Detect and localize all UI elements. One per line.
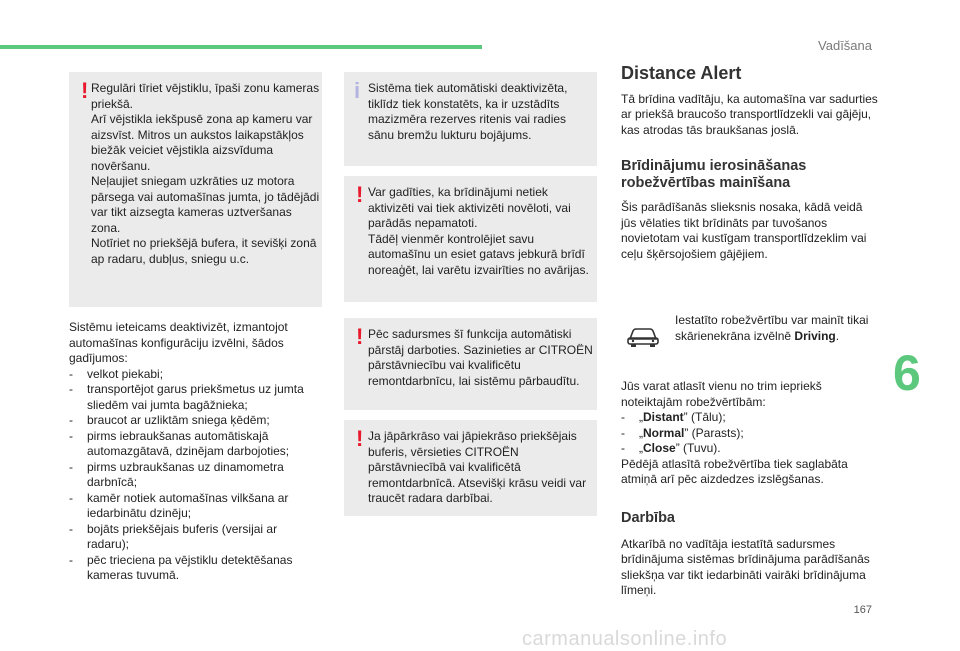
options-intro: Jūs varat atlasīt vienu no trim iepriekš noteiktajām robežvērtībām:	[621, 379, 822, 409]
threshold-paragraph: Šis parādīšanās slieksnis nosaka, kādā veidā jūs vēlaties tikt brīdināts par tuvošanos novietotam vai kustīgam transportlīdzeklim vai ceļu šķērsojošiem gājējiem.	[621, 200, 867, 261]
list-item: - pēc trieciena pa vējstiklu detektēšanas kameras tuvumā.	[69, 552, 293, 582]
box-line: Regulāri tīriet vējstiklu, īpaši zonu kameras priekšā.	[91, 81, 320, 111]
warning-box-camera	[69, 72, 322, 307]
box-line: Sistēma tiek automātiski deaktivizēta, tiklīdz tiek konstatēts, ka ir uzstādīts mazizmēra rezerves ritenis vai radies sānu bremžu lukturu bojājums.	[368, 81, 568, 142]
box-line: Arī vējstikla iekšpusē zona ap kameru var aizsvīst. Mitros un aukstos laikapstākļos biežāk veiciet vējstikla aizsvīduma novēršanu.	[91, 112, 313, 173]
list-item: - bojāts priekšējais buferis (versijai ar radaru);	[69, 521, 278, 551]
driving-menu-label: Driving	[794, 328, 836, 343]
deactivation-list-section	[69, 320, 321, 584]
list-item: - pirms iebraukšanas automātiskajā automazgātavā, dzinējam darbojoties;	[69, 428, 290, 458]
threshold-options-section	[621, 379, 881, 599]
subsection-title: Brīdinājumu ierosināšanas robežvērtības mainīšana	[621, 158, 807, 191]
list-item: - braucot ar uzliktām sniega ķēdēm;	[69, 413, 270, 427]
list-item: - velkot piekabi;	[69, 366, 164, 381]
memory-note: Pēdējā atlasītā robežvērtība tiek saglabāta atmiņā arī pēc aizdedzes izslēgšanas.	[621, 456, 848, 486]
section-intro: Tā brīdina vadītāju, ka automašīna var sadurties ar priekšā braucošo transportlīdzekli vai gājēju, kas atrodas tās braukšanas joslā.	[621, 91, 878, 137]
deactivation-list	[69, 367, 321, 584]
operation-paragraph: Atkarībā no vadītāja iestatītā sadursmes brīdinājuma sistēmas brīdinājuma parādīšanās sliekšņa var tikt iedarbināti vairāki brīdinājuma līmeņi.	[621, 536, 870, 597]
info-icon: i	[354, 78, 361, 103]
section-title: Distance Alert	[621, 63, 742, 83]
warning-box-paint	[344, 420, 597, 516]
info-box-deactivation	[344, 72, 597, 166]
list-item: - transportējot garus priekšmetus uz jumta sliedēm vai jumta bagāžnieka;	[69, 382, 304, 412]
operation-title: Darbība	[621, 509, 675, 526]
top-accent-bar	[0, 45, 482, 49]
list-item: - pirms uzbraukšanas uz dinamometra darbnīcā;	[69, 459, 284, 489]
threshold-options-list	[621, 410, 881, 457]
warning-icon: !	[356, 324, 364, 349]
box-line: Var gadīties, ka brīdinājumi netiek aktivizēti vai tiek aktivizēti novēloti, vai parādās nepamatoti.	[368, 185, 571, 230]
warning-box-alerts	[344, 176, 597, 302]
option-normal: - „Normal” (Parasts);	[621, 425, 744, 440]
icon-note: Iestatīto robežvērtību var mainīt tikai skārienekrāna izvēlnē Driving.	[675, 313, 869, 343]
warning-box-collision	[344, 318, 597, 410]
chapter-number: 6	[893, 345, 921, 401]
box-line: Ja jāpārkrāso vai jāpiekrāso priekšējais buferis, vērsieties CITROËN pārstāvniecībā vai kvalificētā remontdarbnīcā. Atsevišķi krāsu veidi var traucēt radara darbībai.	[368, 429, 587, 505]
icon-note-text: Iestatīto robežvērtību var mainīt tikai skārienekrāna izvēlnē	[675, 313, 869, 343]
chapter-title: Vadīšana	[818, 38, 872, 53]
warning-icon: !	[356, 426, 364, 451]
option-close: - „Close” (Tuvu).	[621, 441, 721, 455]
box-line: Pēc sadursmes šī funkcija automātiski pārstāj darboties. Sazinieties ar CITROËN pārstāvniecību vai kvalificētu remontdarbnīcu, lai sistēmu pārbaudītu.	[368, 327, 593, 388]
box-line: Neļaujiet sniegam uzkrāties uz motora pārsega vai automašīnas jumta, jo tādējādi var tikt aizsegta kameras uztveršanas zona.	[91, 174, 320, 235]
option-distant: - „Distant” (Tālu);	[621, 410, 726, 424]
box-line: Notīriet no priekšējā bufera, it sevišķi zonā ap radaru, dubļus, sniegu u.c.	[91, 236, 317, 266]
list-intro: Sistēmu ieteicams deaktivizēt, izmantojot automašīnas konfigurāciju izvēlni, šādos gadījumos:	[69, 320, 288, 365]
distance-alert-section	[621, 63, 881, 262]
page-number: 167	[853, 604, 872, 616]
warning-icon: !	[356, 182, 364, 207]
box-line: Tādēļ vienmēr kontrolējiet savu automašīnu un esiet gatavs jebkurā brīdī noreaģēt, lai varētu izvairīties no avārijas.	[368, 231, 589, 277]
watermark: carmanualsonline.info	[522, 628, 728, 650]
car-icon	[626, 323, 660, 349]
list-item: - kamēr notiek automašīnas vilkšana ar iedarbinātu dzinēju;	[69, 490, 289, 520]
warning-icon: !	[81, 78, 89, 103]
